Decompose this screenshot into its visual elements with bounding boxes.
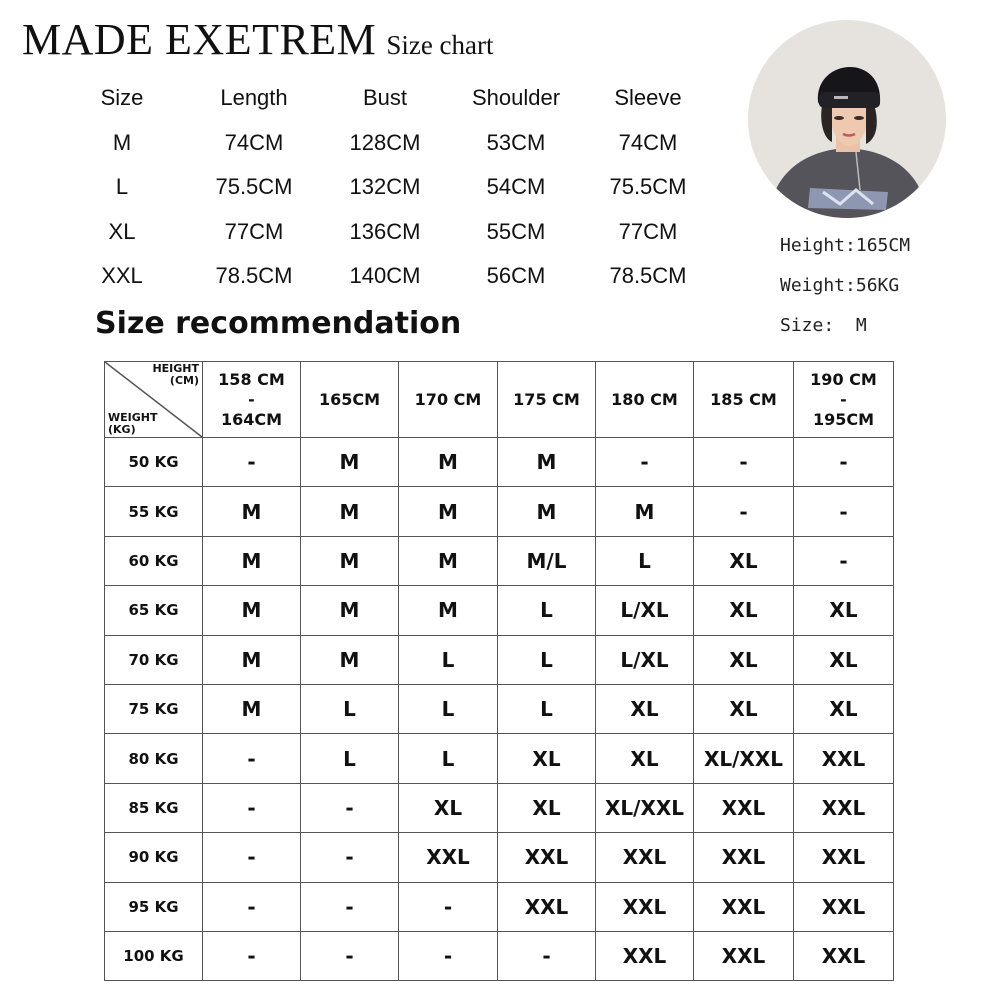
recommended-size-cell: -	[203, 931, 301, 980]
recommended-size-cell: M	[301, 487, 399, 536]
recommended-size-cell: XXL	[498, 882, 596, 931]
size-chart-cell: 56CM	[486, 263, 546, 289]
weight-row	[105, 586, 894, 635]
height-column-label: 185 CM	[710, 389, 777, 409]
recommended-size-cell: -	[794, 536, 894, 585]
height-column-header	[399, 362, 498, 438]
size-chart-cell: XL	[108, 218, 136, 244]
weight-label: 60 KG	[105, 536, 203, 585]
weight-label: 75 KG	[105, 684, 203, 733]
height-column-label: 190 CM	[810, 369, 877, 389]
height-column-label: 180 CM	[611, 389, 678, 409]
recommended-size-cell: XXL	[399, 833, 498, 882]
weight-row	[105, 635, 894, 684]
height-column-label: 164CM	[220, 409, 283, 429]
recommended-size-cell: XL	[498, 734, 596, 783]
size-chart-header-cell: Shoulder	[471, 85, 561, 111]
recommended-size-cell: -	[694, 487, 794, 536]
recommended-size-cell: M	[399, 586, 498, 635]
recommended-size-cell: M	[399, 487, 498, 536]
size-chart-cell: 78.5CM	[215, 263, 293, 289]
size-chart-header-row	[56, 76, 714, 121]
model-height: Height:165CM	[780, 235, 911, 256]
recommended-size-cell: -	[203, 833, 301, 882]
size-chart-cell: 136CM	[349, 218, 421, 244]
recommended-size-cell: XXL	[794, 882, 894, 931]
recommended-size-cell: M	[498, 487, 596, 536]
height-column-header	[794, 362, 894, 438]
recommended-size-cell: M	[203, 536, 301, 585]
recommended-size-cell: XXL	[694, 833, 794, 882]
height-column-label: 165CM	[318, 389, 381, 409]
recommended-size-cell: XL	[596, 684, 694, 733]
recommended-size-cell: -	[498, 931, 596, 980]
model-photo	[748, 20, 946, 218]
brand-name: MADE EXETREM	[22, 15, 377, 64]
recommended-size-cell: L	[301, 684, 399, 733]
recommended-size-cell: XL/XXL	[596, 783, 694, 832]
recommended-size-cell: -	[694, 438, 794, 487]
weight-row	[105, 931, 894, 980]
height-column-header	[203, 362, 301, 438]
recommended-size-cell: M/L	[498, 536, 596, 585]
recommended-size-cell: M	[301, 536, 399, 585]
height-column-label: 170 CM	[414, 389, 482, 409]
height-column-header	[596, 362, 694, 438]
recommended-size-cell: L	[596, 536, 694, 585]
recommended-size-cell: XXL	[596, 882, 694, 931]
weight-row	[105, 684, 894, 733]
weight-row	[105, 734, 894, 783]
recommended-size-cell: M	[301, 438, 399, 487]
recommended-size-cell: M	[399, 438, 498, 487]
size-recommendation-title: Size recommendation	[95, 306, 462, 341]
recommended-size-cell: -	[301, 783, 399, 832]
recommended-size-cell: -	[794, 487, 894, 536]
recommended-size-cell: L	[399, 684, 498, 733]
size-chart-cell: 77CM	[618, 218, 678, 244]
recommended-size-cell: XL/XXL	[694, 734, 794, 783]
size-chart-cell: 74CM	[618, 129, 678, 155]
size-chart-row	[56, 121, 714, 166]
recommended-size-cell: XL	[596, 734, 694, 783]
recommended-size-cell: XXL	[794, 833, 894, 882]
recommended-size-cell: M	[203, 586, 301, 635]
size-chart-table	[56, 76, 714, 299]
recommended-size-cell: XL	[794, 635, 894, 684]
recommended-size-cell: XL	[498, 783, 596, 832]
height-column-header	[694, 362, 794, 438]
recommended-size-cell: -	[301, 931, 399, 980]
size-chart-cell: 55CM	[486, 218, 546, 244]
weight-label: 95 KG	[105, 882, 203, 931]
recommended-size-cell: XL	[694, 684, 794, 733]
recommended-size-cell: -	[301, 882, 399, 931]
recommended-size-cell: M	[203, 635, 301, 684]
weight-row	[105, 783, 894, 832]
size-chart-cell: 74CM	[224, 129, 284, 155]
weight-row	[105, 536, 894, 585]
recommended-size-cell: XXL	[794, 931, 894, 980]
weight-label: 50 KG	[105, 438, 203, 487]
size-chart-header-cell: Bust	[362, 85, 408, 111]
recommended-size-cell: L	[301, 734, 399, 783]
size-chart-cell: 140CM	[349, 263, 421, 289]
size-chart-header-cell: Length	[220, 85, 288, 111]
recommended-size-cell: -	[399, 882, 498, 931]
weight-label: 85 KG	[105, 783, 203, 832]
recommended-size-cell: -	[203, 438, 301, 487]
height-axis-unit: (CM)	[169, 374, 199, 387]
size-chart-cell: M	[112, 129, 132, 155]
recommended-size-cell: L	[498, 684, 596, 733]
model-size: Size: M	[780, 315, 867, 336]
recommended-size-cell: M	[399, 536, 498, 585]
recommended-size-cell: M	[301, 635, 399, 684]
recommended-size-cell: L	[498, 586, 596, 635]
recommended-size-cell: XXL	[498, 833, 596, 882]
recommended-size-cell: -	[399, 931, 498, 980]
recommended-size-cell: XXL	[596, 931, 694, 980]
recommended-size-cell: -	[203, 783, 301, 832]
size-chart-cell: 75.5CM	[215, 174, 293, 200]
recommended-size-cell: XXL	[694, 931, 794, 980]
size-chart-row	[56, 254, 714, 299]
recommended-size-cell: XL	[399, 783, 498, 832]
recommended-size-cell: -	[596, 438, 694, 487]
weight-label: 65 KG	[105, 586, 203, 635]
size-chart-cell: L	[115, 174, 129, 200]
weight-label: 55 KG	[105, 487, 203, 536]
size-chart-cell: 54CM	[486, 174, 546, 200]
weight-label: 100 KG	[105, 931, 203, 980]
size-chart-header-cell: Sleeve	[614, 85, 682, 111]
recommended-size-cell: XXL	[694, 783, 794, 832]
weight-label: 90 KG	[105, 833, 203, 882]
recommended-size-cell: M	[203, 487, 301, 536]
recommended-size-cell: -	[301, 833, 399, 882]
weight-row	[105, 833, 894, 882]
corner-weight-label	[108, 412, 157, 436]
size-chart-cell: 128CM	[349, 129, 421, 155]
recommended-size-cell: XL	[694, 536, 794, 585]
height-column-label: -	[248, 389, 255, 409]
recommended-size-cell: -	[203, 882, 301, 931]
recommended-size-cell: L/XL	[596, 635, 694, 684]
size-chart-cell: 132CM	[349, 174, 421, 200]
recommended-size-cell: M	[203, 684, 301, 733]
size-chart-cell: 78.5CM	[609, 263, 687, 289]
height-column-label: 195CM	[812, 409, 875, 429]
recommended-size-cell: XXL	[794, 734, 894, 783]
weight-row	[105, 882, 894, 931]
recommended-size-cell: M	[596, 487, 694, 536]
size-chart-row	[56, 210, 714, 255]
size-chart-cell: 77CM	[224, 218, 284, 244]
height-column-label: -	[840, 389, 847, 409]
model-weight: Weight:56KG	[780, 275, 900, 296]
recommended-size-cell: L	[498, 635, 596, 684]
weight-axis-unit: (KG)	[108, 423, 136, 436]
size-chart-cell: XXL	[101, 263, 143, 289]
recommended-size-cell: XXL	[794, 783, 894, 832]
recommended-size-cell: L/XL	[596, 586, 694, 635]
size-chart-row	[56, 165, 714, 210]
recommended-size-cell: XL	[694, 635, 794, 684]
recommended-size-cell: XL	[694, 586, 794, 635]
height-column-label: 158 CM	[218, 369, 285, 389]
recommended-size-cell: XL	[794, 684, 894, 733]
height-column-label: 175 CM	[513, 389, 580, 409]
recommended-size-cell: M	[301, 586, 399, 635]
recommended-size-cell: XXL	[596, 833, 694, 882]
weight-row	[105, 487, 894, 536]
height-header-row	[105, 362, 894, 438]
brand-header	[22, 14, 494, 65]
recommended-size-cell: XL	[794, 586, 894, 635]
recommended-size-cell: -	[794, 438, 894, 487]
recommended-size-cell: XXL	[694, 882, 794, 931]
size-chart-title: Size chart	[386, 30, 494, 60]
height-column-header	[498, 362, 596, 438]
height-column-header	[301, 362, 399, 438]
size-chart-header-cell: Size	[100, 85, 144, 111]
recommended-size-cell: M	[498, 438, 596, 487]
height-axis-label: HEIGHT	[152, 362, 199, 375]
recommended-size-cell: L	[399, 635, 498, 684]
weight-axis-label: WEIGHT	[108, 411, 158, 424]
corner-height-label	[152, 363, 199, 387]
model-stats	[780, 228, 910, 348]
weight-label: 70 KG	[105, 635, 203, 684]
weight-label: 80 KG	[105, 734, 203, 783]
size-recommendation-table	[104, 361, 894, 981]
table-corner-cell	[105, 362, 203, 438]
weight-row	[105, 438, 894, 487]
recommended-size-cell: L	[399, 734, 498, 783]
size-chart-cell: 75.5CM	[609, 174, 687, 200]
size-chart-cell: 53CM	[486, 129, 546, 155]
recommended-size-cell: -	[203, 734, 301, 783]
